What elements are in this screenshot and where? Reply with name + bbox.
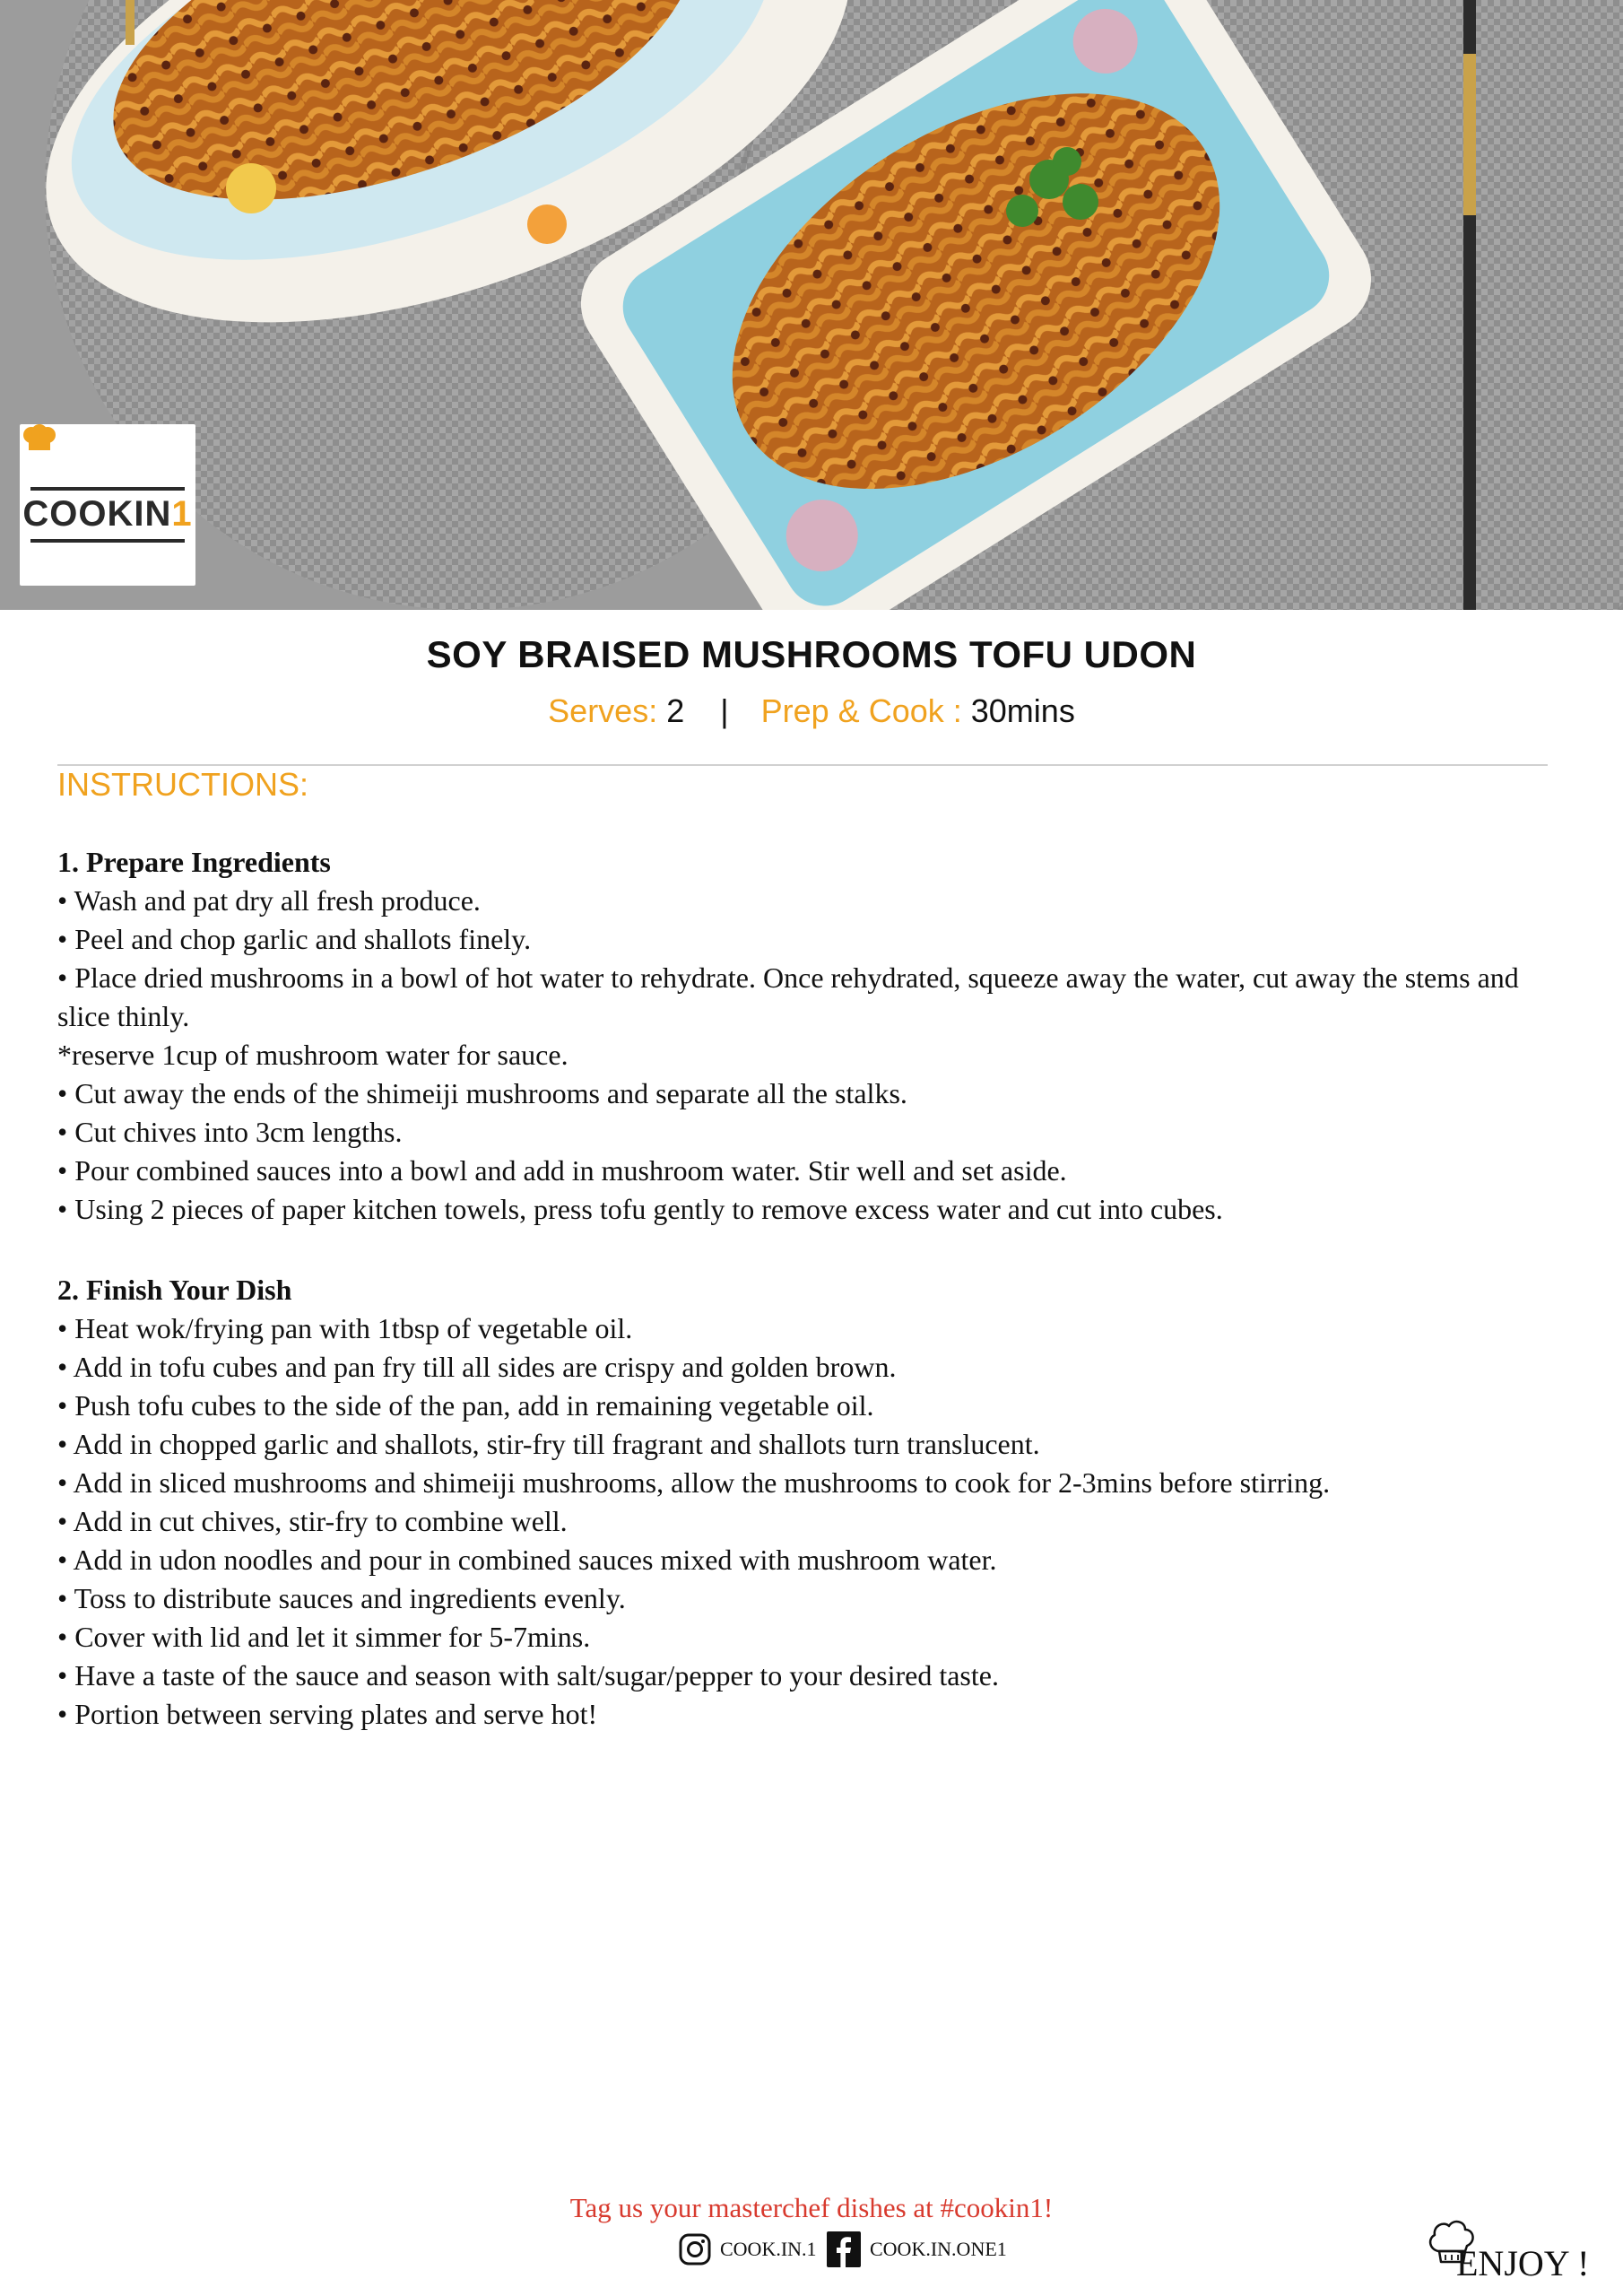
hero-photo-illustration	[0, 0, 1623, 610]
instruction-line: • Toss to distribute sauces and ingredients evenly.	[57, 1582, 626, 1614]
instagram-handle: COOK.IN.1	[720, 2238, 817, 2260]
hero-photo	[0, 0, 1623, 610]
instruction-line: • Add in chopped garlic and shallots, stir-fry till fragrant and shallots turn translucent.	[57, 1428, 1040, 1460]
section-finish-your-dish	[57, 1271, 1564, 1734]
instagram-icon	[679, 2233, 711, 2266]
enjoy-text: ENJOY !	[1456, 2243, 1590, 2283]
enjoy-badge	[1426, 2215, 1605, 2287]
footer-tagline: Tag us your masterchef dishes at #cookin1!	[569, 2192, 1054, 2223]
facebook-handle: COOK.IN.ONE1	[870, 2238, 1007, 2260]
instruction-line: • Add in sliced mushrooms and shimeiji mushrooms, allow the mushrooms to cook for 2-3mins before stirring.	[57, 1466, 1331, 1499]
instructions-heading: INSTRUCTIONS:	[57, 766, 309, 803]
serves-value: 2	[666, 692, 685, 729]
instagram-link[interactable]	[679, 2230, 817, 2269]
serves-label: Serves:	[548, 692, 658, 729]
instruction-note: *reserve 1cup of mushroom water for sauce.	[57, 1039, 568, 1071]
time-label: Prep & Cook :	[760, 692, 962, 729]
instruction-line: • Using 2 pieces of paper kitchen towels, press tofu gently to remove excess water and cut into cubes.	[57, 1193, 1223, 1225]
logo-wordmark: COOKIN1	[22, 494, 193, 534]
instruction-line: • Add in cut chives, stir-fry to combine well.	[57, 1505, 568, 1537]
instruction-line: • Cover with lid and let it simmer for 5-7mins.	[57, 1621, 591, 1653]
instruction-line: • Wash and pat dry all fresh produce.	[57, 884, 481, 917]
instruction-line: • Portion between serving plates and serve hot!	[57, 1698, 598, 1730]
instruction-line: • Place dried mushrooms in a bowl of hot water to rehydrate. Once rehydrated, squeeze away the water, cut away the stems and slice thinly.	[57, 961, 1519, 1032]
instruction-line: • Add in udon noodles and pour in combined sauces mixed with mushroom water.	[57, 1544, 997, 1576]
time-value: 30mins	[970, 692, 1075, 729]
facebook-link[interactable]	[827, 2230, 1007, 2269]
chef-hat-icon	[20, 424, 59, 451]
cookin1-logo	[20, 424, 195, 586]
instruction-line: • Add in tofu cubes and pan fry till all sides are crispy and golden brown.	[57, 1351, 897, 1383]
instruction-line: • Push tofu cubes to the side of the pan, add in remaining vegetable oil.	[57, 1389, 874, 1422]
section-prepare-ingredients	[57, 843, 1564, 1229]
instruction-line: • Have a taste of the sauce and season with salt/sugar/pepper to your desired taste.	[57, 1659, 999, 1692]
facebook-icon	[827, 2231, 861, 2267]
instruction-line: • Cut chives into 3cm lengths.	[57, 1116, 403, 1148]
recipe-meta	[0, 692, 1623, 730]
instruction-line: • Pour combined sauces into a bowl and add in mushroom water. Stir well and set aside.	[57, 1154, 1067, 1187]
recipe-title: SOY BRAISED MUSHROOMS TOFU UDON	[426, 633, 1197, 675]
logo-rule-top	[30, 487, 185, 491]
meta-separator: |	[720, 692, 729, 729]
instruction-line: • Peel and chop garlic and shallots finely.	[57, 923, 532, 955]
logo-rule-bottom	[30, 539, 185, 543]
instruction-line: • Cut away the ends of the shimeiji mushrooms and separate all the stalks.	[57, 1077, 907, 1109]
section-heading: 2. Finish Your Dish	[57, 1274, 292, 1306]
section-heading: 1. Prepare Ingredients	[57, 846, 331, 878]
instruction-line: • Heat wok/frying pan with 1tbsp of vegetable oil.	[57, 1312, 633, 1344]
